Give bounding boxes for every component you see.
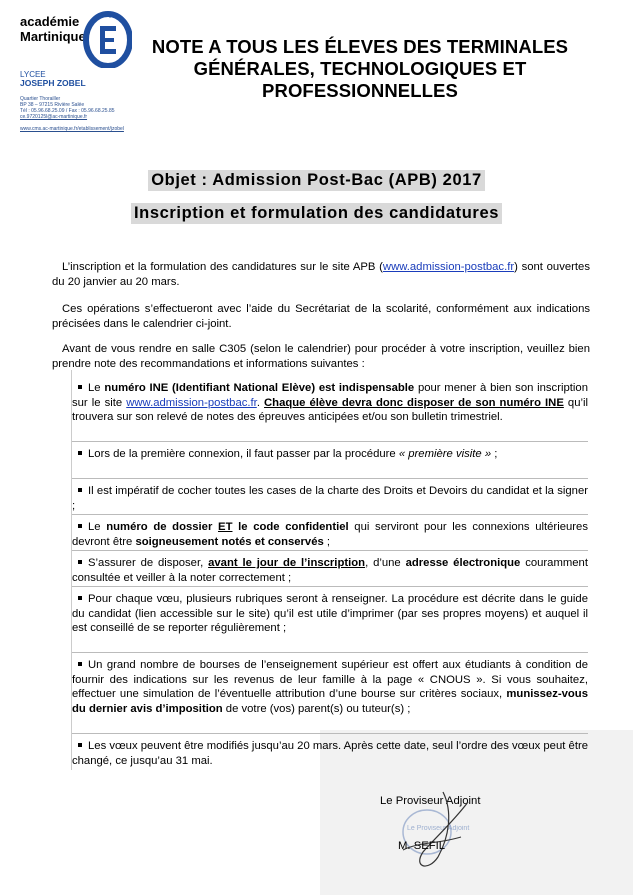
b1-text-c: .	[256, 396, 265, 409]
list-item-voeu	[72, 592, 588, 636]
b2-text-a: Lors de la première connexion, il faut passer par la procédure	[88, 448, 399, 460]
email-link[interactable]: ce.9720125l@ac-martinique.fr	[20, 114, 88, 120]
b4-text-a: Le	[88, 521, 107, 533]
bullet-square-icon	[78, 560, 82, 564]
b5-text-c: couramment consultée et veiller à la noter correctement ;	[72, 557, 588, 584]
intro-paragraph-1	[52, 260, 590, 289]
b4-bold-3: soigneusement notés et conservés	[135, 535, 324, 548]
intro1-text-b: ) sont ouvertes du 20 janvier au 20 mars.	[52, 261, 590, 288]
b2-italic: « première visite »	[398, 448, 492, 460]
list-separator	[72, 478, 588, 479]
b4-bold-et: ET	[218, 521, 233, 533]
b5-bold-avant: avant le jour de l’inscription	[208, 557, 366, 569]
bullet-square-icon	[78, 524, 82, 528]
document-title: NOTE A TOUS LES ÉLEVES DES TERMINALES GÉNÉRALES, TECHNOLOGIQUES ET PROFESSIONNELLES	[151, 36, 569, 101]
b5-text-a: S’assurer de disposer,	[88, 557, 209, 569]
address-line-2: BP 38 – 97215 Rivière Salée	[20, 102, 85, 108]
list-item-charte	[72, 484, 588, 513]
list-item-premiere-visite	[72, 447, 588, 462]
b1-text-d: qu’il trouvera sur son relevé de notes des épreuves anticipées et/ou son bulletin trimestriel.	[72, 396, 589, 423]
phone-line: Tél : 05.96.68.25.09 / Fax : 05.96.68.25.85	[20, 108, 115, 114]
school-name: JOSEPH ZOBEL	[20, 78, 86, 88]
intro-paragraph-3: Avant de vous rendre en salle C305 (selon le calendrier) pour procéder à votre inscription, veuillez bien prendre note des recommandations et informations suivantes :	[52, 343, 590, 370]
address-line-1: Quartier Thorailler	[20, 96, 61, 102]
b5-text-b: , d’une	[365, 557, 406, 569]
list-item-dossier	[72, 520, 588, 549]
list-item-ine	[72, 381, 588, 425]
b7-text-b: de votre (vos) parent(s) ou tuteur(s) ;	[222, 702, 411, 715]
subject-line-2-wrap	[0, 203, 633, 224]
list-separator	[72, 441, 588, 442]
svg-text:académie: académie	[20, 14, 80, 29]
b7-bold: munissez-vous du dernier avis d’imposition	[72, 688, 588, 715]
bullet-square-icon	[78, 451, 82, 455]
b1-apb-link[interactable]: www.admission-postbac.fr	[126, 396, 257, 409]
signature-name: M. SEFIL	[398, 840, 446, 852]
b1-text-b: pour mener à bien son inscription sur le site	[72, 382, 588, 409]
school-contact	[20, 96, 150, 132]
academie-martinique-logo	[20, 10, 132, 68]
b6-text: Pour chaque vœu, plusieurs rubriques seront à renseigner. La procédure est décrite dans le guide du candidat (lien accessible sur le site) qu’il est utile d’imprimer (par ses propres moyens) et auquel il est conseillé de se reporter régulièrement ;	[72, 593, 588, 634]
intro-paragraph-2: Ces opérations s’effectueront avec l’aide du Secrétariat de la scolarité, conformément aux indications précisées dans le calendrier ci-joint.	[52, 303, 590, 330]
bullet-square-icon	[78, 488, 82, 492]
list-separator	[72, 586, 588, 587]
school-type: LYCEE	[20, 70, 46, 79]
official-stamp	[383, 782, 483, 882]
apb-site-link[interactable]: www.admission-postbac.fr	[382, 261, 515, 273]
b8-text: Les vœux peuvent être modifiés jusqu’au 20 mars. Après cette date, seul l’ordre des vœux peut être changé, ce jusqu’au 31 mai.	[72, 740, 588, 767]
list-separator	[72, 550, 588, 551]
b3-text: Il est impératif de cocher toutes les cases de la charte des Droits et Devoirs du candidat et la signer ;	[72, 485, 588, 512]
signature-role: Le Proviseur Adjoint	[380, 795, 481, 807]
b2-text-b: ;	[491, 448, 498, 460]
b5-bold-adresse: adresse électronique	[405, 557, 521, 569]
list-separator	[72, 652, 588, 653]
list-separator	[72, 733, 588, 734]
b7-text-a: Un grand nombre de bourses de l’enseignement supérieur est offert aux étudiants à condition de fournir des indications sur les revenus de leur famille à la page « CNOUS ». Si vous souhaitez, effectuer une simulation de l’éventuelle attribution d’une bourse sur critères sociaux,	[72, 659, 588, 700]
svg-text:Le Proviseur Adjoint: Le Proviseur Adjoint	[407, 825, 470, 832]
bullet-square-icon	[78, 385, 82, 389]
b4-text-b: qui serviront pour les connexions ultérieures devront être	[72, 521, 588, 548]
svg-text:Martinique: Martinique	[20, 29, 86, 44]
list-item-voeux-modif	[72, 739, 588, 768]
bullet-square-icon	[78, 743, 82, 747]
b1-text-a: Le	[88, 382, 105, 394]
b1-bold-ine: numéro INE (Identifiant National Elève) est indispensable	[104, 382, 415, 394]
list-item-adresse	[72, 556, 588, 585]
intro1-text-a: L’inscription et la formulation des candidatures sur le site APB (	[62, 261, 383, 273]
school-heading	[20, 70, 86, 88]
b4-bold-1: numéro de dossier	[106, 521, 219, 533]
list-item-bourses	[72, 658, 588, 716]
subject-line-1-wrap	[0, 170, 633, 191]
b1-bold-chaque: Chaque élève devra donc disposer de son numéro INE	[264, 396, 564, 409]
subject-line-2: Inscription et formulation des candidatures	[131, 203, 502, 224]
b4-text-c: ;	[323, 535, 331, 548]
bullet-square-icon	[78, 662, 82, 666]
subject-line-1: Objet : Admission Post-Bac (APB) 2017	[148, 170, 485, 191]
b4-bold-2: le code confidentiel	[232, 521, 349, 533]
website-link[interactable]: www.cms.ac-martinique.fr/etablissement/jzobel	[20, 126, 124, 132]
list-separator	[72, 514, 588, 515]
bullet-square-icon	[78, 596, 82, 600]
